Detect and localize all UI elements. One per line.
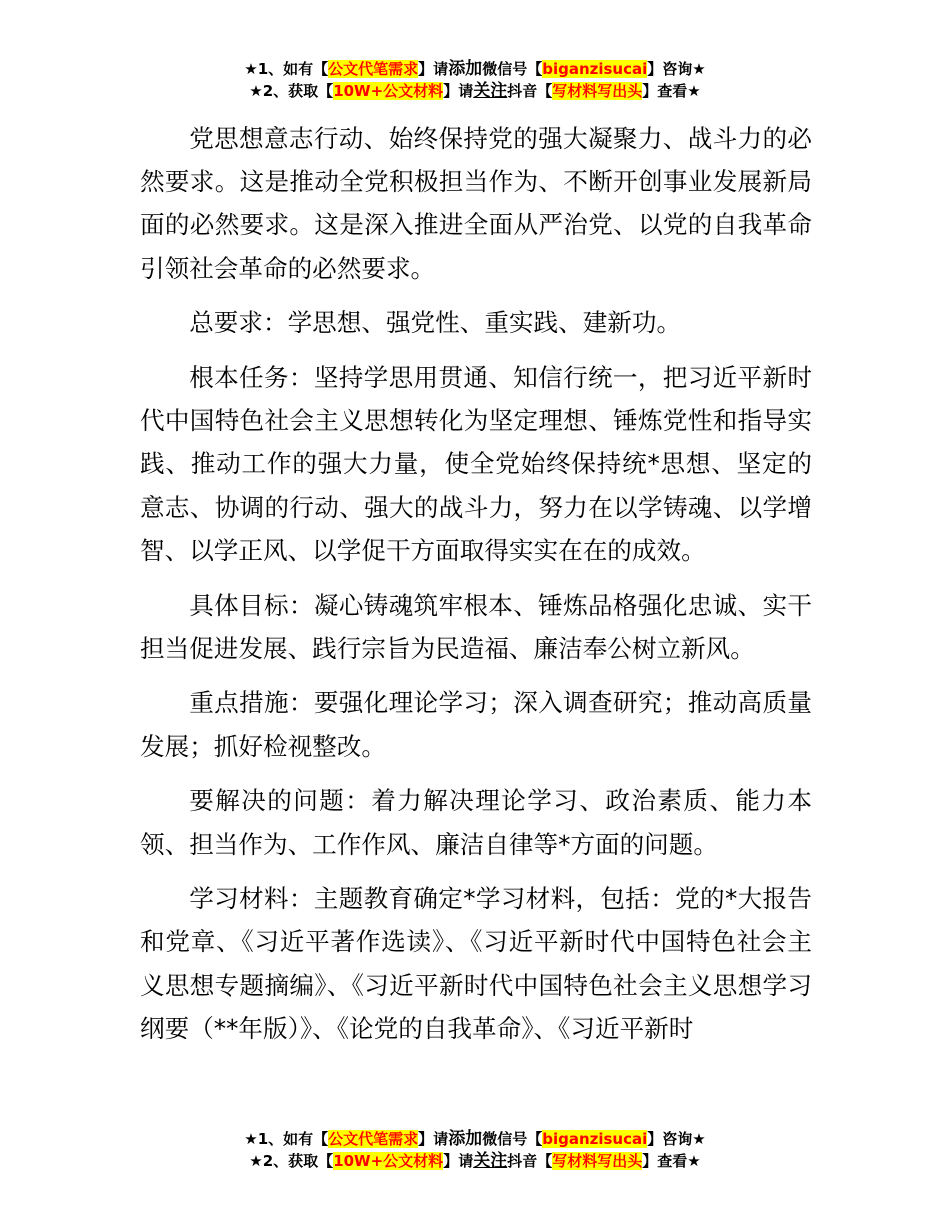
star-icon: ★ [244, 1130, 258, 1148]
banner-emphasis: 关注 [473, 1151, 508, 1171]
banner-text: 1、如有【 [257, 60, 329, 78]
banner-emphasis: 关注 [473, 81, 508, 101]
banner-text: 】查看★ [642, 1152, 701, 1170]
highlight-service: 公文代笔需求 [328, 60, 419, 78]
banner-emphasis: 添加 [448, 1129, 483, 1149]
highlight-materials: 10W+公文材料 [333, 1152, 444, 1170]
banner-text: 抖音【 [507, 82, 553, 100]
paragraph-problems: 要解决的问题：着力解决理论学习、政治素质、能力本领、担当作为、工作作风、廉洁自律等*方面的问题。 [140, 786, 812, 859]
banner-text: 】请 [418, 1130, 449, 1148]
paragraph-continuation: 党思想意志行动、始终保持党的强大凝聚力、战斗力的必然要求。这是推动全党积极担当作为、不断开创事业发展新局面的必然要求。这是深入推进全面从严治党、以党的自我革命引领社会革命的必然要求。 [140, 124, 812, 283]
paragraph-key-measures: 重点措施：要强化理论学习；深入调查研究；推动高质量发展；抓好检视整改。 [140, 688, 812, 761]
highlight-douyin-account: 写材料写出头 [552, 1152, 643, 1170]
highlight-wechat-id: biganzisucai [542, 60, 648, 78]
star-icon: ★ [249, 1152, 263, 1170]
banner-text: 】请 [443, 82, 474, 100]
banner-text: 1、如有【 [257, 1130, 329, 1148]
banner-text: 】咨询★ [647, 1130, 706, 1148]
document-body [140, 117, 812, 1062]
paragraph-specific-goals: 具体目标：凝心铸魂筑牢根本、锤炼品格强化忠诚、实干担当促进发展、践行宗旨为民造福、廉洁奉公树立新风。 [140, 590, 812, 663]
banner-emphasis: 添加 [448, 59, 483, 79]
highlight-materials: 10W+公文材料 [333, 82, 444, 100]
footer-banner-line-1 [0, 1128, 950, 1150]
footer-banner-line-2 [0, 1150, 950, 1172]
banner-text: 微信号【 [482, 1130, 543, 1148]
header-banner [0, 58, 950, 102]
highlight-wechat-id: biganzisucai [542, 1130, 648, 1148]
banner-text: 2、获取【 [262, 82, 334, 100]
highlight-douyin-account: 写材料写出头 [552, 82, 643, 100]
paragraph-general-requirement: 总要求：学思想、强党性、重实践、建新功。 [189, 308, 682, 338]
header-banner-line-1 [0, 58, 950, 80]
banner-text: 】咨询★ [647, 60, 706, 78]
header-banner-line-2 [0, 80, 950, 102]
banner-text: 】请 [443, 1152, 474, 1170]
banner-text: 抖音【 [507, 1152, 553, 1170]
star-icon: ★ [249, 82, 263, 100]
paragraph-study-materials: 学习材料：主题教育确定*学习材料，包括：党的*大报告和党章、《习近平著作选读》、《习近平新时代中国特色社会主义思想专题摘编》、《习近平新时代中国特色社会主义思想学习纲要（**年版）》、《论党的自我革命》、《习近平新时 [140, 884, 812, 1043]
highlight-service: 公文代笔需求 [328, 1130, 419, 1148]
banner-text: 2、获取【 [262, 1152, 334, 1170]
banner-text: 】查看★ [642, 82, 701, 100]
footer-banner [0, 1128, 950, 1172]
paragraph-fundamental-task: 根本任务：坚持学思用贯通、知信行统一，把习近平新时代中国特色社会主义思想转化为坚定理想、锤炼党性和指导实践、推动工作的强大力量，使全党始终保持统*思想、坚定的意志、协调的行动、强大的战斗力，努力在以学铸魂、以学增智、以学正风、以学促干方面取得实实在在的成效。 [140, 363, 812, 565]
banner-text: 微信号【 [482, 60, 543, 78]
banner-text: 】请 [418, 60, 449, 78]
star-icon: ★ [244, 60, 258, 78]
